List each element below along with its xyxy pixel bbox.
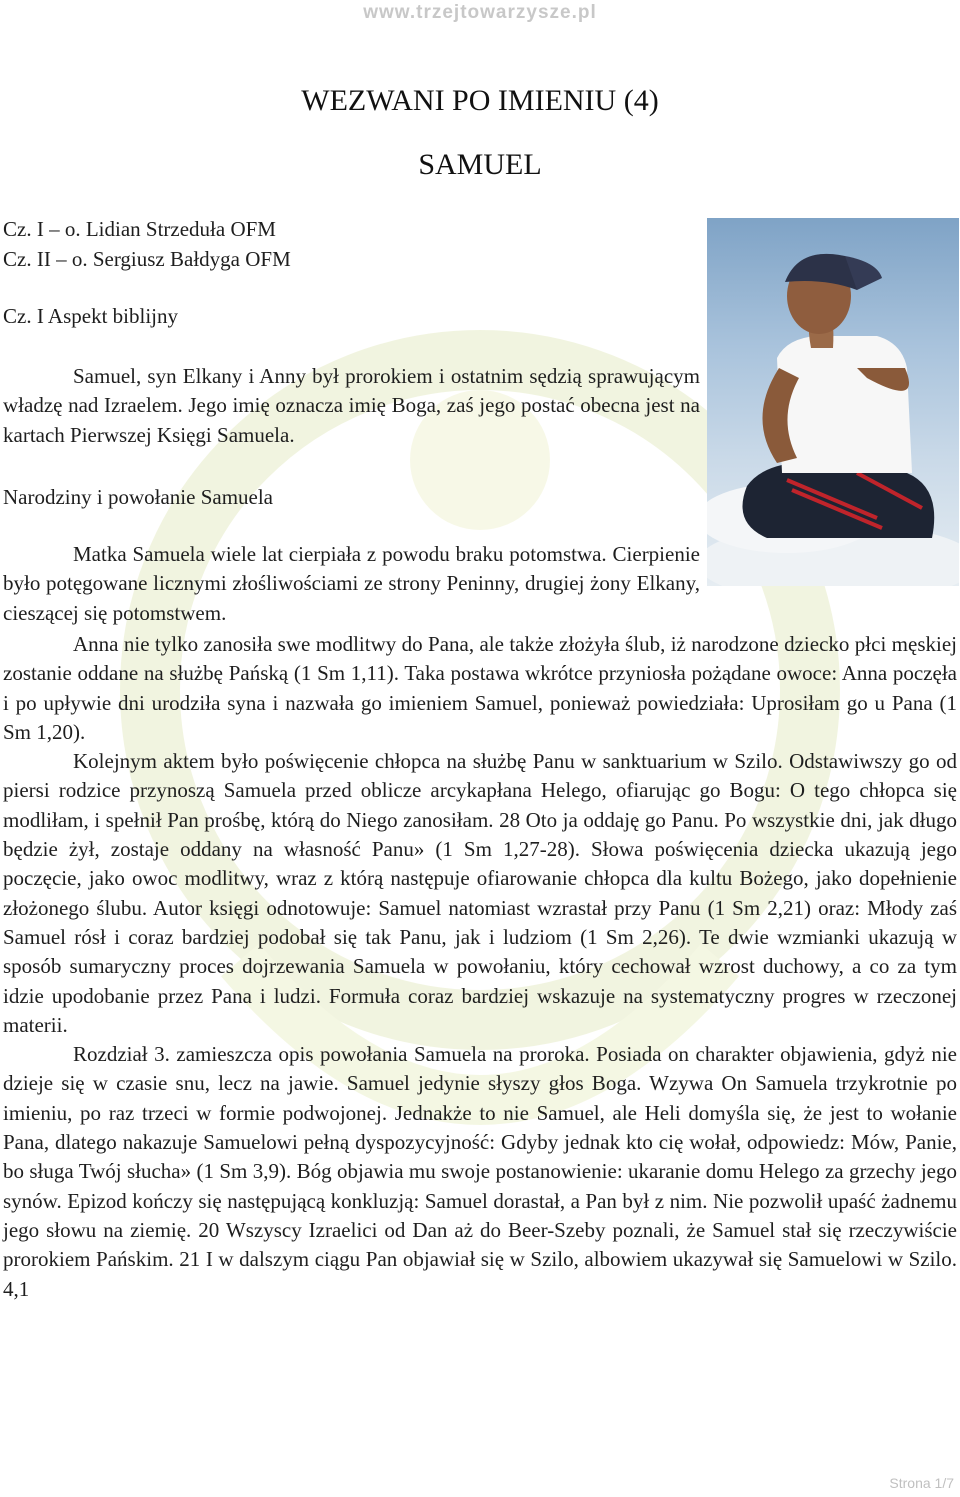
page-title: WEZWANI PO IMIENIU (4) (301, 84, 659, 117)
paragraph-calling: Rozdział 3. zamieszcza opis powołania Samuela na proroka. Posiada on charakter objawienia, gdyż nie dzieje się w czasie snu, lecz na jawie. Samuel jedynie słyszy głos Boga. Wzywa On Samuela trzykrotnie po imieniu, po raz trzeci w formie podwojonej. Jednakże to nie Samuel, ale Heli domyśla się, że jest to wołanie Pana, dlatego nakazuje Samuelowi pełną dyspozycyjność: Gdyby jednak kto cię wołał, odpowiedz: Mów, Panie, bo sługa Twój słucha» (1 Sm 3,9). Bóg objawia mu swoje postanowienie: ukaranie domu Helego za grzechy jego synów. Epizod kończy się następującą konkluzją: Samuel dorastał, a Pan był z nim. Nie pozwolił upaść żadnemu jego słowu na ziemię. 20 Wszyscy Izraelici od Dan aż do Beer-Szeby poznali, że Samuel stał się rzeczywiście prorokiem Pańskim. 21 I w dalszym ciągu Pan objawiał się w Szilo, albowiem ukazywał się Samuelowi w Szilo. 4,1 (3, 1042, 957, 1301)
site-url[interactable]: www.trzejtowarzysze.pl (363, 2, 597, 23)
author-line: Cz. I – o. Lidian Strzeduła OFM (3, 217, 276, 241)
paragraph-birth-2: Anna nie tylko zanosiła swe modlitwy do Pana, ale także złożyła ślub, iż narodzone dziecko płci męskiej zostanie oddane na służbę Pańską (1 Sm 1,11). Taka postawa wkrótce przyniosła pożądane owoce: Anna poczęła i po upływie dni urodziła syna i nazwała go imieniem Samuel, ponieważ powiedziała: Uprosiłam go u Pana (1 Sm 1,20). (3, 632, 957, 744)
paragraph-birth-1: Matka Samuela wiele lat cierpiała z powodu braku potomstwa. Cierpienie było potęgowane licznymi złośliwościami ze strony Peninny, drugiej żony Elkany, cieszącej się potomstwem. (3, 542, 700, 625)
subheading: Narodziny i powołanie Samuela (3, 485, 274, 509)
page-number: Strona 1/7 (889, 1475, 954, 1491)
main-body-text (3, 630, 957, 1304)
intro-paragraph: Samuel, syn Elkany i Anny był prorokiem i ostatnim sędzią sprawującym władzę nad Izraelem. Jego imię oznacza imię Boga, zaś jego postać obecna jest na kartach Pierwszej Księgi Samuela. (3, 364, 700, 447)
praying-child-photo (707, 218, 959, 586)
author-line: Cz. II – o. Sergiusz Bałdyga OFM (3, 247, 291, 271)
section-heading: Cz. I Aspekt biblijny (3, 304, 178, 328)
paragraph-dedication: Kolejnym aktem było poświęcenie chłopca na służbę Panu w sanktuarium w Szilo. Odstawiwszy go od piersi rodzice przynoszą Samuela przed oblicze arcykapłana Helego, ofiarując go Bogu: O tego chłopca się modliłam, i spełnił Pan prośbę, którą do Niego zanosiłam. 28 Oto ja oddaję go Panu. Po wszystkie dni, jak długo będzie żył, zostaje oddany na własność Panu» (1 Sm 1,27-28). Słowa poświęcenia dziecka ukazują jego poczęcie, jako owoc modlitwy, wraz z którą następuje ofiarowanie chłopca dla kultu Bożego, jako dopełnienie złożonego ślubu. Autor księgi odnotowuje: Samuel natomiast wzrastał przy Panu (1 Sm 2,21) oraz: Młody zaś Samuel rósł i coraz bardziej podobał się tak Panu, jak i ludziom (1 Sm 2,26). Te dwie wzmianki ukazują w sposób sumaryczny proces dojrzewania Samuela w powołaniu, który cechował wzrost duchowy, a co za tym idzie upodobanie przez Pana i ludzi. Formuła coraz bardziej wskazuje na systematyczny progres w rzeczonej materii. (3, 749, 957, 1037)
authors-list (3, 214, 291, 274)
page-subtitle: SAMUEL (418, 148, 542, 181)
